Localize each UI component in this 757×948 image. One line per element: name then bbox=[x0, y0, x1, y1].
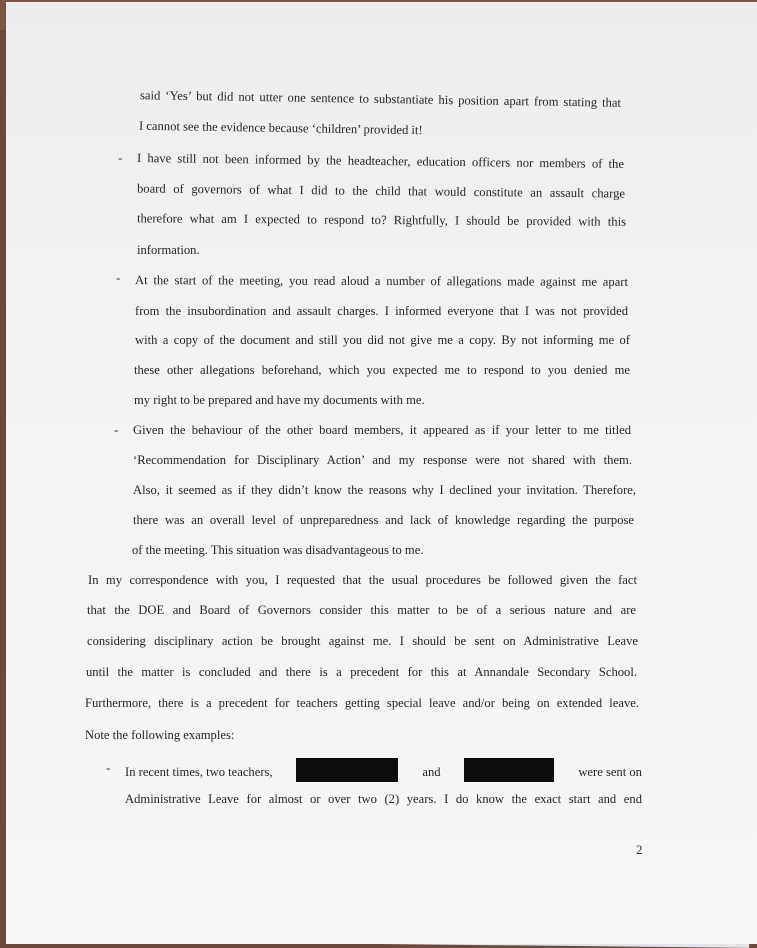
bullet-dash: - bbox=[114, 422, 119, 437]
text-line: considering disciplinary action be brought against me. I should be sent on Administrative Leave bbox=[87, 634, 638, 648]
text-line: Furthermore, there is a precedent for teachers getting special leave and/or being on extended leave. bbox=[85, 696, 639, 710]
text-line: I have still not been informed by the headteacher, education officers nor members of the bbox=[136, 151, 625, 171]
text-line: Given the behaviour of the other board members, it appeared as if your letter to me titled bbox=[133, 423, 631, 437]
text-line: that the DOE and Board of Governors consider this matter to be of a serious nature and are bbox=[87, 603, 636, 617]
text-line: from the insubordination and assault charges. I informed everyone that I was not provided bbox=[135, 304, 628, 318]
text-line: Note the following examples: bbox=[85, 728, 235, 742]
text-line: my right to be prepared and have my documents with me. bbox=[134, 393, 425, 407]
redaction-box bbox=[296, 758, 398, 782]
document-page bbox=[6, 2, 757, 944]
text-line: Also, it seemed as if they didn’t know the reasons why I declined your invitation. Therefore, bbox=[133, 483, 636, 497]
bullet-dash: - bbox=[106, 760, 111, 775]
redaction-box bbox=[464, 758, 554, 782]
text-line: with a copy of the document and still you did not give me a copy. By not informing me of bbox=[135, 333, 630, 347]
text-line: information. bbox=[137, 243, 200, 257]
text-line: of the meeting. This situation was disadvantageous to me. bbox=[132, 543, 424, 557]
text-line: these other allegations beforehand, which you expected me to respond to you denied me bbox=[134, 363, 630, 377]
text-segment: and bbox=[422, 764, 441, 779]
text-line: board of governors of what I did to the child that would constitute an assault charge bbox=[136, 181, 626, 201]
text-line: therefore what am I expected to respond to? Rightfully, I should be provided with this bbox=[136, 211, 627, 229]
text-segment: were sent on bbox=[578, 764, 642, 779]
redacted-line bbox=[125, 760, 642, 784]
text-line: At the start of the meeting, you read aloud a number of allegations made against me apart bbox=[134, 273, 629, 289]
text-segment: In recent times, two teachers, bbox=[125, 764, 273, 779]
bullet-dash: - bbox=[118, 150, 123, 165]
text-line: said ‘Yes’ but did not utter one sentence to substantiate his position apart from stating that bbox=[139, 88, 622, 110]
text-line: there was an overall level of unpreparedness and lack of knowledge regarding the purpose bbox=[133, 513, 634, 527]
text-line: Administrative Leave for almost or over two (2) years. I do know the exact start and end bbox=[125, 792, 642, 806]
text-line: ‘Recommendation for Disciplinary Action’ and my response were not shared with them. bbox=[133, 453, 632, 467]
text-line: In my correspondence with you, I requested that the usual procedures be followed given the fact bbox=[88, 573, 637, 587]
text-line: I cannot see the evidence because ‘children’ provided it! bbox=[138, 118, 423, 138]
text-line: until the matter is concluded and there is a precedent for this at Annandale Secondary School. bbox=[86, 665, 637, 679]
bullet-dash: - bbox=[116, 270, 121, 285]
page-number: 2 bbox=[636, 842, 643, 857]
